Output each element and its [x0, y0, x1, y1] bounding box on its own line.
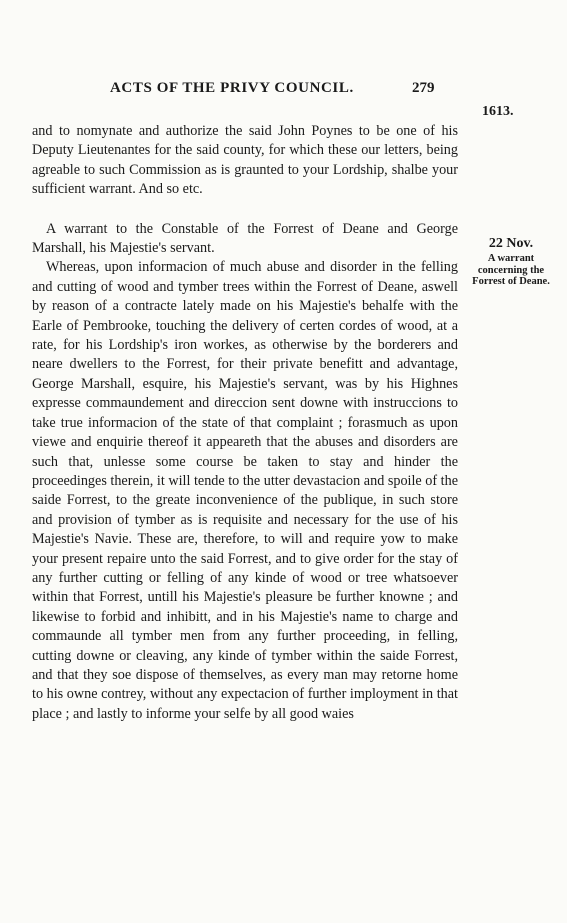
margin-note	[466, 236, 556, 288]
paragraph-warrant-heading: A warrant to the Constable of the Forrest of Deane and George Marshall, his Majestie's servant.	[32, 220, 458, 257]
paragraph-continuation: and to nomynate and authorize the said John Poynes to be one of his Deputy Lieutenantes for the said county, for which these our letters, being agreable to such Commission as is graunted to your Lordship, shalbe your sufficient warrant. And so etc.	[32, 123, 458, 198]
body-text	[32, 122, 458, 724]
page-number: 279	[412, 80, 435, 96]
margin-note-date: 22 Nov.	[488, 236, 534, 251]
running-title: ACTS OF THE PRIVY COUNCIL.	[110, 80, 354, 96]
page-header	[0, 80, 567, 102]
paragraph-warrant-body: Whereas, upon informacion of much abuse and disorder in the felling and cutting of wood and tymber trees within the Forrest of Deane, aswell by reason of a contracte lately made on his Majestie's behalfe with the Earle of Pembrooke, touching the delivery of certen cordes of wood, at a rate, for his Lordship's iron workes, as otherwise by the borderers and neare dwellers to the Forrest, for their private benefitt and advantage, George Marshall, esquire, his Majestie's servant, was by his Highnes expresse commaundement and direccion sent downe with instruccions to take true informacion of the state of that complaint ; forasmuch as upon viewe and enquirie thereof it appeareth that the abuses and disorders are such that, unlesse some course be taken to stay and hinder the proceedinges therein, it will tende to the utter devastacion and spoile of the saide Forrest, to the greate inconvenience of the publique, in such store and provision of tymber as is requisite and necessary for the use of his Majestie's Navie. These are, therefore, to will and require yow to make your present repaire unto the said Forrest, and to give order for the stay of any further cutting or felling of any kinde of wood or tree whatsoever within that Forrest, untill his Majestie's pleasure be further knowne ; and likewise to forbid and inhibitt, and in his Majestie's name to charge and commaunde all tymber men from any further proceeding, in felling, cutting downe or cleaving, any kinde of tymber within the saide Forrest, and that they soe dispose of themselves, as every man may retorne home to his owne contrey, without any expectacion of further imployment in that place ; and lastly to informe your selfe by all good waies	[32, 259, 458, 722]
margin-year: 1613.	[482, 104, 514, 119]
margin-note-text: A warrant concerning the Forrest of Deane.	[472, 253, 550, 287]
